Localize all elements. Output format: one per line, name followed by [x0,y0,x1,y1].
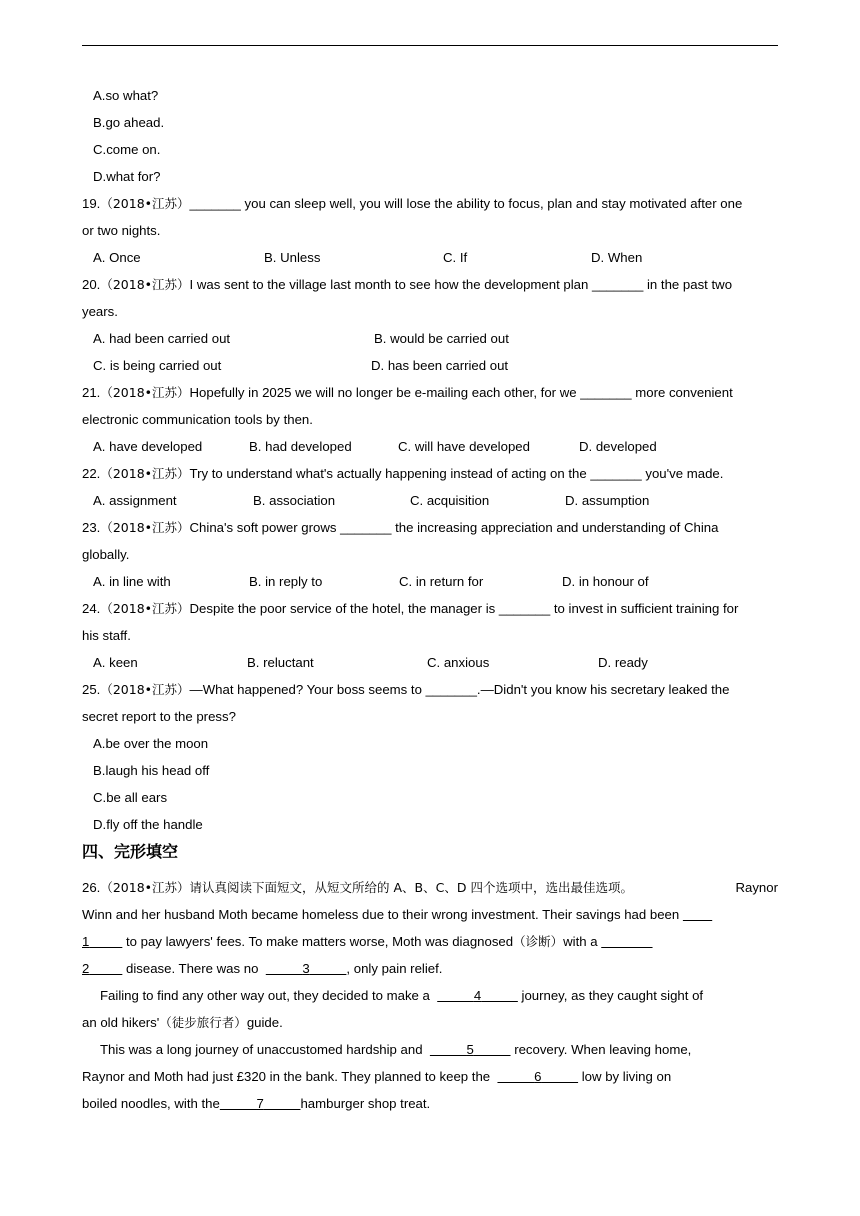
question-source: （2018•江苏） [100,520,190,535]
q23-option-c[interactable]: C. in return for [399,574,484,589]
q20-option-c[interactable]: C. is being carried out [93,358,222,373]
q24-option-a[interactable]: A. keen [93,655,138,670]
question-text: I was sent to the village last month to see how the development plan _______ in the past two [189,277,733,292]
question-number: 24. [82,601,101,616]
q24-stem-cont: his staff. [82,628,131,643]
cloze-blank-2[interactable]: 2 [82,961,90,976]
q22-stem [82,465,723,483]
q26-line-7: This was a long journey of unaccustomed hardship and 5 recovery. When leaving home, [100,1042,692,1057]
section-heading: 四、完形填空 [82,842,179,861]
q26-line-8: Raynor and Moth had just £320 in the bank. They planned to keep the 6 low by living on [82,1069,672,1084]
passage-text: Raynor [735,880,778,895]
q20-option-a[interactable]: A. had been carried out [93,331,231,346]
q26-line-3: 1 to pay lawyers' fees. To make matters worse, Moth was diagnosed（诊断）with a [82,933,653,951]
question-number: 22. [82,466,101,481]
passage-text: Winn and her husband Moth became homeless due to their wrong investment. Their savings had been [82,907,680,922]
question-text: —What happened? Your boss seems to _______.—Didn't you know his secretary leaked the [189,682,730,697]
q25-option-d[interactable]: D.fly off the handle [93,817,203,832]
question-text: China's soft power grows _______ the increasing appreciation and understanding of China [189,520,719,535]
q18-option-d[interactable]: D.what for? [93,169,161,184]
q25-option-a[interactable]: A.be over the moon [93,736,209,751]
question-text: _______ you can sleep well, you will lose the ability to focus, plan and stay motivated after one [189,196,743,211]
q19-stem [82,195,742,213]
q20-option-d[interactable]: D. has been carried out [371,358,509,373]
q24-option-d[interactable]: D. ready [598,655,648,670]
q22-option-d[interactable]: D. assumption [565,493,650,508]
q19-option-b[interactable]: B. Unless [264,250,321,265]
q21-stem [82,384,733,402]
question-source: （2018•江苏） [100,601,190,616]
q23-stem [82,519,718,537]
q18-option-a[interactable]: A.so what? [93,88,159,103]
q25-stem-cont: secret report to the press? [82,709,236,724]
q21-option-b[interactable]: B. had developed [249,439,352,454]
q18-option-c[interactable]: C.come on. [93,142,161,157]
question-text: Hopefully in 2025 we will no longer be e-mailing each other, for we _______ more convenient [189,385,733,400]
q25-option-b[interactable]: B.laugh his head off [93,763,210,778]
question-number: 25. [82,682,101,697]
question-source: （2018•江苏） [100,277,190,292]
q22-option-c[interactable]: C. acquisition [410,493,490,508]
q25-stem [82,681,729,699]
question-source: （2018•江苏） [100,682,190,697]
header-rule [82,45,778,46]
cloze-instructions: 请认真阅读下面短文，从短文所给的 A、B、C、D 四个选项中，选出最佳选项。 [189,880,633,895]
q26-line-9: boiled noodles, with the 7 hamburger shop treat. [82,1096,431,1111]
q22-option-b[interactable]: B. association [253,493,336,508]
q19-option-d[interactable]: D. When [591,250,643,265]
question-number: 21. [82,385,101,400]
q26-line-6: an old hikers'（徒步旅行者）guide. [82,1015,283,1030]
question-text: Despite the poor service of the hotel, the manager is _______ to invest in sufficient training for [189,601,739,616]
question-text: Try to understand what's actually happening instead of acting on the _______ you've made. [189,466,724,481]
q21-option-d[interactable]: D. developed [579,439,657,454]
question-source: （2018•江苏） [100,385,190,400]
q18-option-b[interactable]: B.go ahead. [93,115,165,130]
cloze-blank-5[interactable]: 5 [466,1042,474,1057]
cloze-blank-7[interactable]: 7 [256,1096,264,1111]
cloze-blank-1[interactable]: 1 [82,934,90,949]
q21-stem-cont: electronic communication tools by then. [82,412,313,427]
q19-option-a[interactable]: A. Once [93,250,141,265]
q22-option-a[interactable]: A. assignment [93,493,177,508]
q20-stem-cont: years. [82,304,118,319]
q25-option-c[interactable]: C.be all ears [93,790,168,805]
blank-line [601,933,652,951]
q20-stem [82,276,732,294]
question-source: （2018•江苏） [100,196,190,211]
q20-option-b[interactable]: B. would be carried out [374,331,509,346]
q26-line-5: Failing to find any other way out, they decided to make a 4 journey, as they caught sight of [100,988,704,1003]
q23-option-d[interactable]: D. in honour of [562,574,649,589]
q26-line-1 [82,879,778,897]
q21-option-c[interactable]: C. will have developed [398,439,530,454]
q21-option-a[interactable]: A. have developed [93,439,203,454]
q24-option-b[interactable]: B. reluctant [247,655,314,670]
q23-stem-cont: globally. [82,547,130,562]
question-number: 20. [82,277,101,292]
cloze-blank-3[interactable]: 3 [302,961,310,976]
question-source: （2018•江苏） [100,466,190,481]
q19-stem-cont: or two nights. [82,223,161,238]
q24-option-c[interactable]: C. anxious [427,655,490,670]
q26-line-4: 2 disease. There was no 3 , only pain relief. [82,961,443,976]
q26-line-2 [82,906,712,924]
cloze-blank-6[interactable]: 6 [534,1069,542,1084]
q23-option-b[interactable]: B. in reply to [249,574,323,589]
q19-option-c[interactable]: C. If [443,250,468,265]
q24-stem [82,600,738,618]
question-number: 26. [82,880,101,895]
question-number: 23. [82,520,101,535]
question-number: 19. [82,196,101,211]
q23-option-a[interactable]: A. in line with [93,574,171,589]
blank-line [683,906,712,924]
question-source: （2018•江苏） [100,880,190,895]
cloze-blank-4[interactable]: 4 [473,988,482,1003]
